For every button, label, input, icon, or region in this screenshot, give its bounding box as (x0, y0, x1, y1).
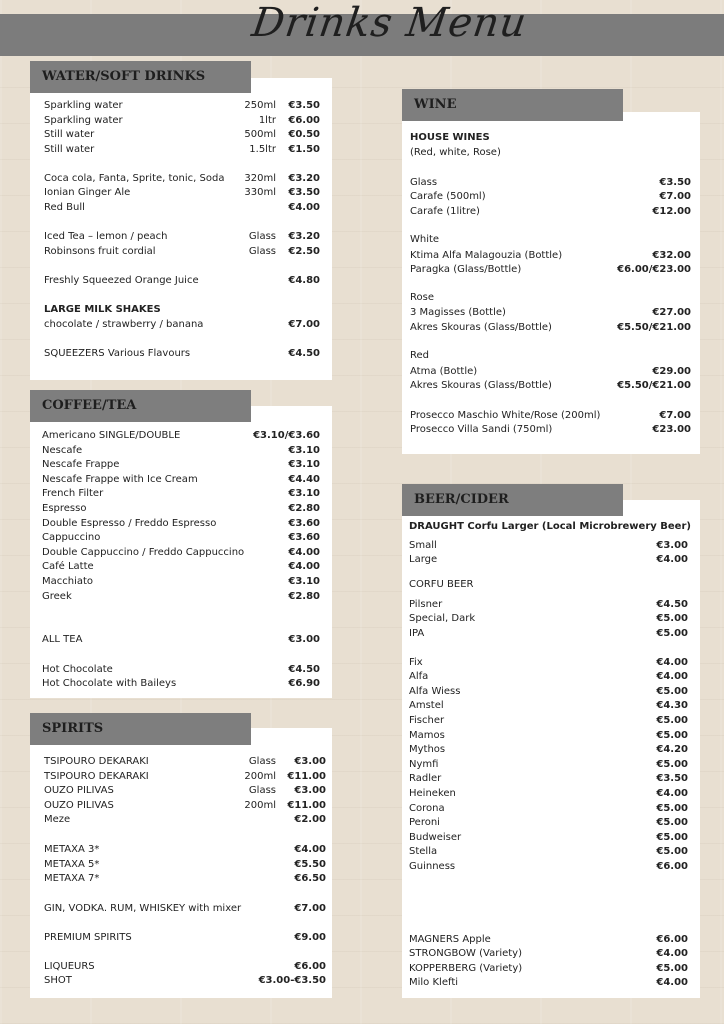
item-name: Nescafe (42, 444, 83, 456)
item-size: Glass (248, 231, 276, 242)
item-name: Mamos (409, 729, 445, 741)
menu-item (409, 860, 688, 875)
item-price: €12.00 (652, 205, 691, 217)
item-name: Alfa Wiess (409, 685, 461, 697)
item-name: Still water (44, 129, 95, 141)
item-price: €3.20 (288, 231, 320, 242)
item-name: Atma (Bottle) (410, 365, 478, 377)
item-price: €7.00 (288, 318, 320, 330)
menu-item (44, 770, 326, 785)
white-label: White (410, 234, 440, 245)
item-price: €5.50 (294, 858, 326, 870)
item-size: 250ml (244, 100, 276, 111)
item-price: €5.00 (656, 714, 688, 726)
item-name: Stella (409, 846, 438, 858)
item-price: €4.00 (288, 561, 320, 573)
item-price: €4.50 (656, 598, 688, 610)
menu-item (44, 813, 326, 828)
item-size: 1.5ltr (249, 143, 276, 155)
item-price: €3.00 (294, 756, 326, 767)
item-price: €3.10 (288, 576, 320, 587)
house-wines-label: HOUSE WINES (410, 132, 490, 143)
item-name: Alfa (409, 671, 429, 683)
item-name: STRONGBOW (Variety) (409, 948, 523, 960)
menu-item (410, 379, 691, 394)
item-name: Budweiser (409, 831, 462, 843)
menu-item (42, 546, 320, 561)
menu-item (44, 872, 326, 887)
menu-item (44, 230, 320, 245)
menu-item (410, 306, 691, 321)
item-name: Special, Dark (409, 613, 476, 625)
item-price: €5.00 (656, 831, 688, 843)
beer-heading: BEER/CIDER (402, 484, 623, 516)
item-price: €6.00/€23.00 (617, 264, 691, 276)
item-name: Guinness (409, 860, 456, 872)
item-price: €4.50 (288, 348, 320, 359)
item-price: €3.50 (659, 176, 691, 188)
item-name: Still water (44, 143, 95, 155)
item-name: MAGNERS Apple (409, 933, 491, 945)
item-price: €6.00 (294, 960, 326, 972)
menu-item (42, 473, 320, 488)
menu-item (409, 729, 688, 744)
item-price: €4.20 (656, 744, 688, 756)
menu-item (42, 502, 320, 517)
item-name: Sparkling water (44, 100, 123, 111)
item-price: €4.00 (288, 546, 320, 558)
item-price: €2.50 (288, 245, 320, 257)
wine-heading: WINE (402, 89, 623, 121)
item-name: Glass (410, 176, 438, 188)
menu-item (410, 263, 691, 278)
item-price: €3.50 (656, 773, 688, 785)
menu-item (44, 931, 326, 946)
item-name: IPA (409, 627, 425, 639)
item-name: Nymfi (409, 758, 439, 770)
item-name: Macchiato (42, 576, 94, 587)
item-name: Fischer (409, 714, 445, 726)
item-name: Carafe (500ml) (410, 191, 486, 203)
item-name: Akres Skouras (Glass/Bottle) (410, 380, 552, 392)
item-price: €5.00 (656, 817, 688, 829)
menu-item (409, 612, 688, 627)
menu-item (42, 517, 320, 532)
item-price: €5.00 (656, 729, 688, 741)
menu-item (44, 347, 320, 362)
item-name: GIN, VODKA. RUM, WHISKEY with mixer (44, 902, 242, 914)
item-price: €3.10 (288, 488, 320, 500)
menu-item (409, 627, 688, 642)
item-name: Carafe (1litre) (410, 205, 480, 217)
house-wines-sub: (Red, white, Rose) (410, 147, 501, 158)
menu-item (44, 318, 320, 333)
menu-item (44, 128, 320, 143)
item-name: Nescafe Frappe with Ice Cream (42, 473, 198, 485)
item-price: €5.00 (656, 962, 688, 974)
item-name: French Filter (42, 488, 104, 500)
draught-label: DRAUGHT Corfu Larger (Local Microbrewery Beer) (409, 521, 691, 532)
item-name: Peroni (409, 817, 440, 829)
water-heading: WATER/SOFT DRINKS (30, 61, 251, 93)
menu-item (410, 321, 691, 336)
red-label: Red (410, 350, 429, 361)
item-price: €3.50 (288, 100, 320, 111)
item-price: €2.80 (288, 590, 320, 602)
item-price: €6.00 (656, 933, 688, 945)
item-price: €3.00-€3.50 (258, 975, 326, 987)
item-name: 3 Magisses (Bottle) (410, 307, 506, 318)
menu-item (42, 663, 320, 678)
menu-item (42, 633, 320, 648)
item-price: €4.80 (288, 274, 320, 286)
menu-item (410, 365, 691, 380)
item-price: €5.00 (656, 802, 688, 814)
menu-item (44, 799, 326, 814)
item-size: 330ml (244, 187, 276, 199)
item-price: €6.00 (656, 860, 688, 872)
item-name: Heineken (409, 787, 456, 799)
item-price: €4.00 (656, 554, 688, 566)
menu-item (44, 858, 326, 873)
item-price: €4.00 (288, 201, 320, 213)
menu-item (42, 575, 320, 590)
item-name: Iced Tea – lemon / peach (44, 231, 168, 242)
menu-item (409, 714, 688, 729)
item-price: €23.00 (652, 424, 691, 436)
milkshake-label: LARGE MILK SHAKES (44, 304, 161, 315)
item-name: LIQUEURS (44, 960, 95, 972)
item-size: Glass (248, 756, 276, 767)
item-name: TSIPOURO DEKARAKI (44, 756, 149, 767)
item-size: Glass (248, 245, 276, 257)
item-name: METAXA 7* (44, 873, 100, 885)
item-price: €9.00 (294, 931, 326, 943)
item-price: €3.00 (294, 785, 326, 797)
item-price: €4.00 (656, 671, 688, 683)
item-price: €3.60 (288, 517, 320, 529)
item-name: Nescafe Frappe (42, 459, 120, 471)
corfu-beer-label: CORFU BEER (409, 579, 474, 590)
item-price: €7.00 (659, 191, 691, 203)
item-price: €3.60 (288, 532, 320, 544)
item-name: Ionian Ginger Ale (44, 187, 131, 199)
item-name: OUZO PILIVAS (44, 799, 114, 811)
item-price: €4.00 (294, 844, 326, 855)
item-price: €5.00 (656, 613, 688, 625)
menu-item (44, 843, 326, 858)
item-name: Greek (42, 590, 72, 602)
page-title: Drinks Menu (249, 0, 531, 46)
item-name: Espresso (42, 503, 87, 514)
menu-item (409, 816, 688, 831)
item-price: €11.00 (287, 799, 326, 811)
item-name: Amstel (409, 700, 444, 712)
item-name: METAXA 3* (44, 844, 100, 855)
item-price: €5.00 (656, 685, 688, 697)
menu-item (409, 539, 688, 554)
item-size: 200ml (244, 770, 276, 782)
item-name: Ktima Alfa Malagouzia (Bottle) (410, 249, 563, 261)
item-name: SHOT (44, 975, 72, 987)
item-price: €0.50 (288, 129, 320, 141)
item-price: €4.00 (656, 787, 688, 799)
item-name: ALL TEA (42, 634, 83, 645)
menu-item (44, 245, 320, 260)
item-price: €3.10 (288, 444, 320, 456)
wine-panel (402, 112, 700, 454)
menu-item (42, 560, 320, 575)
item-price: €11.00 (287, 770, 326, 782)
item-name: Hot Chocolate with Baileys (42, 678, 177, 690)
menu-item (42, 531, 320, 546)
rose-label: Rose (410, 292, 434, 303)
item-price: €3.10/€3.60 (253, 430, 320, 441)
item-price: €3.00 (288, 634, 320, 645)
item-price: €4.40 (288, 473, 320, 485)
menu-item (409, 699, 688, 714)
menu-item (409, 787, 688, 802)
menu-item (42, 487, 320, 502)
menu-item (409, 962, 688, 977)
item-price: €3.50 (288, 187, 320, 199)
menu-item (409, 772, 688, 787)
item-price: €7.00 (294, 902, 326, 914)
item-name: Milo Klefti (409, 977, 459, 989)
menu-item (42, 458, 320, 473)
item-name: Sparkling water (44, 114, 123, 126)
menu-item (44, 186, 320, 201)
item-name: Akres Skouras (Glass/Bottle) (410, 321, 552, 333)
item-price: €4.00 (656, 977, 688, 989)
menu-item (44, 143, 320, 158)
item-price: €5.50/€21.00 (617, 321, 691, 333)
menu-item (44, 274, 320, 289)
item-name: Café Latte (42, 561, 94, 573)
item-name: SQUEEZERS Various Flavours (44, 348, 191, 359)
item-name: Fix (409, 656, 423, 668)
item-price: €5.00 (656, 627, 688, 639)
menu-item (409, 831, 688, 846)
menu-item (409, 743, 688, 758)
item-name: Hot Chocolate (42, 663, 113, 675)
item-name: Meze (44, 814, 71, 826)
menu-item (410, 205, 691, 220)
coffee-heading: COFFEE/TEA (30, 390, 251, 422)
item-price: €4.00 (656, 948, 688, 960)
menu-item (410, 409, 691, 424)
menu-item (410, 249, 691, 264)
item-price: €4.50 (288, 663, 320, 675)
menu-item (410, 423, 691, 438)
menu-item (44, 201, 320, 216)
item-name: Corona (409, 802, 445, 814)
item-size: 1ltr (258, 114, 276, 126)
item-size: 200ml (244, 799, 276, 811)
menu-item (409, 553, 688, 568)
item-price: €29.00 (652, 365, 691, 377)
menu-item (409, 976, 688, 991)
item-price: €4.30 (656, 700, 688, 712)
item-name: Pilsner (409, 598, 443, 610)
menu-item (409, 933, 688, 948)
item-price: €27.00 (652, 307, 691, 318)
item-name: Large (409, 554, 438, 566)
item-price: €1.50 (288, 143, 320, 155)
item-name: PREMIUM SPIRITS (44, 931, 132, 943)
item-name: Cappuccino (42, 532, 101, 544)
item-price: €3.20 (288, 172, 320, 184)
menu-item (409, 845, 688, 860)
menu-item (410, 176, 691, 191)
item-name: TSIPOURO DEKARAKI (44, 770, 149, 782)
item-name: KOPPERBERG (Variety) (409, 962, 523, 974)
item-price: €4.00 (656, 656, 688, 668)
menu-item (44, 99, 320, 114)
menu-item (410, 190, 691, 205)
menu-item (44, 114, 320, 129)
menu-item (44, 902, 326, 917)
menu-item (42, 429, 320, 444)
item-name: Prosecco Villa Sandi (750ml) (410, 424, 553, 436)
menu-item (42, 444, 320, 459)
item-name: chocolate / strawberry / banana (44, 318, 204, 330)
menu-item (409, 947, 688, 962)
menu-item (44, 784, 326, 799)
item-price: €3.00 (656, 539, 688, 551)
item-name: Freshly Squeezed Orange Juice (44, 274, 199, 286)
menu-item (42, 590, 320, 605)
item-price: €6.00 (288, 114, 320, 126)
menu-item (409, 598, 688, 613)
item-name: Coca cola, Fanta, Sprite, tonic, Soda (44, 172, 225, 184)
item-price: €5.00 (656, 758, 688, 770)
item-price: €5.00 (656, 846, 688, 858)
item-price: €2.00 (294, 814, 326, 826)
spirits-heading: SPIRITS (30, 713, 251, 745)
menu-item (44, 172, 320, 187)
menu-item (44, 974, 326, 989)
item-price: €6.90 (288, 678, 320, 690)
item-name: Robinsons fruit cordial (44, 245, 156, 257)
menu-item (409, 685, 688, 700)
item-price: €5.50/€21.00 (617, 380, 691, 392)
item-name: Double Cappuccino / Freddo Cappuccino (42, 546, 245, 558)
item-size: 500ml (244, 129, 276, 141)
item-name: METAXA 5* (44, 858, 100, 870)
item-size: Glass (248, 785, 276, 797)
item-name: Double Espresso / Freddo Espresso (42, 517, 217, 529)
item-price: €3.10 (288, 459, 320, 471)
item-price: €2.80 (288, 503, 320, 514)
item-name: Paragka (Glass/Bottle) (410, 264, 522, 276)
menu-item (409, 670, 688, 685)
item-name: OUZO PILIVAS (44, 785, 114, 797)
item-size: 320ml (244, 172, 276, 184)
item-price: €32.00 (652, 249, 691, 261)
item-name: Small (409, 539, 437, 551)
menu-item (44, 755, 326, 770)
menu-item (409, 758, 688, 773)
item-name: Americano SINGLE/DOUBLE (42, 430, 181, 441)
item-name: Mythos (409, 744, 446, 756)
menu-item (42, 677, 320, 692)
item-price: €6.50 (294, 873, 326, 885)
menu-item (409, 656, 688, 671)
menu-item (44, 960, 326, 975)
menu-item (409, 802, 688, 817)
item-name: Red Bull (44, 201, 85, 213)
item-name: Radler (409, 773, 442, 785)
item-name: Prosecco Maschio White/Rose (200ml) (410, 409, 601, 421)
item-price: €7.00 (659, 409, 691, 421)
